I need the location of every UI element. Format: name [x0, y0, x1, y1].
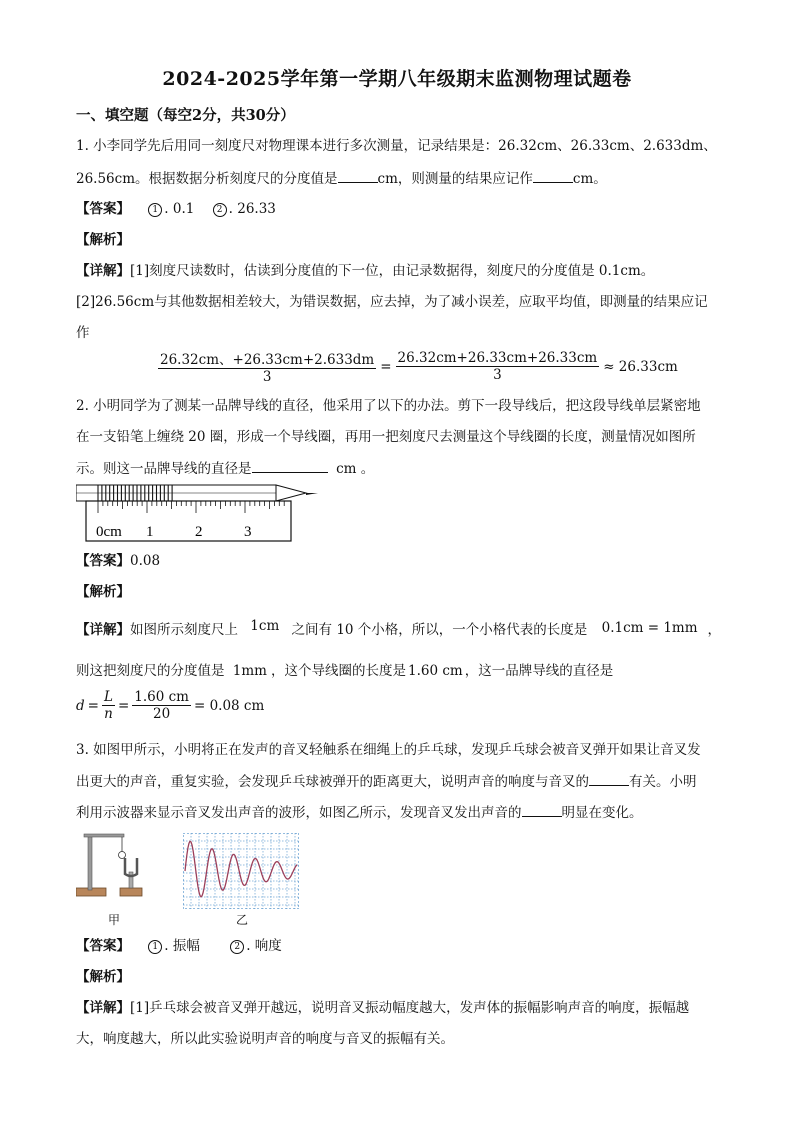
q2-line2: 在一支铅笔上缠绕 20 圈，形成一个导线圈，再用一把刻度尺去测量这个导线圈的长度，测量情况如图所 — [76, 429, 696, 445]
detail-text: [1]刻度尺读数时，估读到分度值的下一位，由记录数据得，刻度尺的分度值是 0.1cm。 — [130, 263, 655, 279]
fraction: $\frac{26.32cm、+26.33cm+2.633dm}{3}$ — [158, 348, 376, 385]
answer-tag: 【答案】 — [76, 553, 130, 569]
answer-value: . 26.33 — [228, 201, 276, 217]
q1-text: 26.56cm。根据数据分析刻度尺的分度值是 — [76, 171, 338, 187]
q2-text: cm 。 — [336, 461, 375, 477]
waveform-figure — [183, 833, 299, 909]
q1-answer — [76, 199, 276, 219]
detail-tag: 【详解】 — [76, 622, 130, 638]
q3-answer — [76, 936, 282, 956]
answer-tag: 【答案】 — [76, 201, 130, 217]
q2-detail2: 则这把刻度尺的分度值是 1mm ，这个导线圈的长度是 1.60 cm ，这一品牌导线的直径是 — [76, 663, 614, 679]
circled-number: 1 — [148, 203, 162, 217]
tuning-fork-figure — [76, 828, 156, 900]
fraction: $\frac{L}{n}$ — [103, 689, 113, 722]
q3-line3: 利用示波器来显示音叉发出声音的波形，如图乙所示，发现音叉发出声音的 明显在变化。 — [76, 802, 643, 823]
detail-tag: 【详解】 — [76, 1000, 130, 1016]
circled-number: 1 — [148, 940, 162, 954]
q2-equation: d = $\frac{L}{n}$ = $\frac{1.60 cm}{20}$ = 0.08 cm — [76, 689, 265, 722]
answer-tag: 【答案】 — [76, 938, 130, 954]
q3-line2: 出更大的声音，重复实验，会发现乒乓球被弹开的距离更大，说明声音的响度与音叉的 有关。小明 — [76, 771, 697, 792]
page-title: 2024-2025学年第一学期八年级期末监测物理试题卷 — [162, 68, 632, 90]
q1-line1: 1. 小李同学先后用同一刻度尺对物理课本进行多次测量，记录结果是：26.32cm、26.33cm、2.633dm、 — [76, 138, 717, 154]
answer-value: 0.08 — [130, 553, 161, 569]
circled-number: 2 — [213, 203, 227, 217]
answer-value: . 响度 — [246, 938, 282, 954]
q2-answer — [76, 551, 160, 571]
ruler-label: 1 — [146, 524, 154, 540]
q3-detail1: 【详解】[1]乒乓球会被音叉弹开越远，说明音叉振动幅度越大，发声体的振幅影响声音的响度，振幅越 — [76, 1000, 690, 1016]
answer-blank — [533, 168, 573, 183]
figure-label: 甲 — [108, 913, 121, 927]
answer-value: . 振幅 — [164, 938, 200, 954]
q2-line1: 2. 小明同学为了测某一品牌导线的直径，他采用了以下的办法。剪下一段导线后，把这段导线单层紧密地 — [76, 398, 701, 414]
q1-text: cm。 — [572, 171, 607, 187]
answer-blank — [252, 458, 328, 473]
analysis-tag: 【解析】 — [76, 584, 130, 600]
ruler-pencil-figure — [76, 482, 321, 544]
figure-label: 乙 — [236, 913, 249, 927]
ruler-label: 3 — [244, 524, 252, 540]
q2-text: 示。则这一品牌导线的直径是 — [76, 461, 252, 477]
section-heading: 一、填空题（每空2分，共30分） — [76, 107, 295, 124]
q1-detail2: [2]26.56cm与其他数据相差较大，为错误数据，应去掉，为了减小误差，应取平均值，即测量的结果应记 — [76, 294, 708, 310]
q2-line3 — [76, 458, 374, 479]
fraction: $\frac{26.32cm+26.33cm+26.33cm}{3}$ — [397, 350, 598, 383]
q3-detail2: 大，响度越大，所以此实验说明声音的响度与音叉的振幅有关。 — [76, 1031, 454, 1047]
q1-text: cm，则测量的结果应记作 — [377, 171, 533, 187]
q1-line2 — [76, 168, 607, 189]
detail-tag: 【详解】 — [76, 263, 130, 279]
ruler-label: 0cm — [96, 524, 122, 540]
answer-blank — [589, 771, 629, 786]
circled-number: 2 — [230, 940, 244, 954]
q3-line1: 3. 如图甲所示，小明将正在发声的音叉轻触系在细绳上的乒乓球，发现乒乓球会被音叉弹开如果让音叉发 — [76, 742, 701, 758]
ruler-label: 2 — [195, 524, 203, 540]
fraction: $\frac{1.60 cm}{20}$ — [134, 689, 189, 722]
answer-blank — [522, 802, 562, 817]
analysis-tag: 【解析】 — [76, 232, 130, 248]
q1-detail1 — [76, 261, 654, 281]
q1-detail3: 作 — [76, 325, 90, 341]
answer-value: . 0.1 — [164, 201, 195, 217]
analysis-tag: 【解析】 — [76, 969, 130, 985]
answer-blank — [338, 168, 378, 183]
q1-equation: $\frac{26.32cm、+26.33cm+2.633dm}{3}$ = $\frac{26.32cm+26.33cm+26.33cm}{3}$ ≈ 26.33cm — [160, 350, 678, 385]
q2-detail1: 【详解】如图所示刻度尺上 1cm 之间有 10 个小格，所以，一个小格代表的长度是 0.1cm = 1mm ， — [76, 618, 722, 638]
